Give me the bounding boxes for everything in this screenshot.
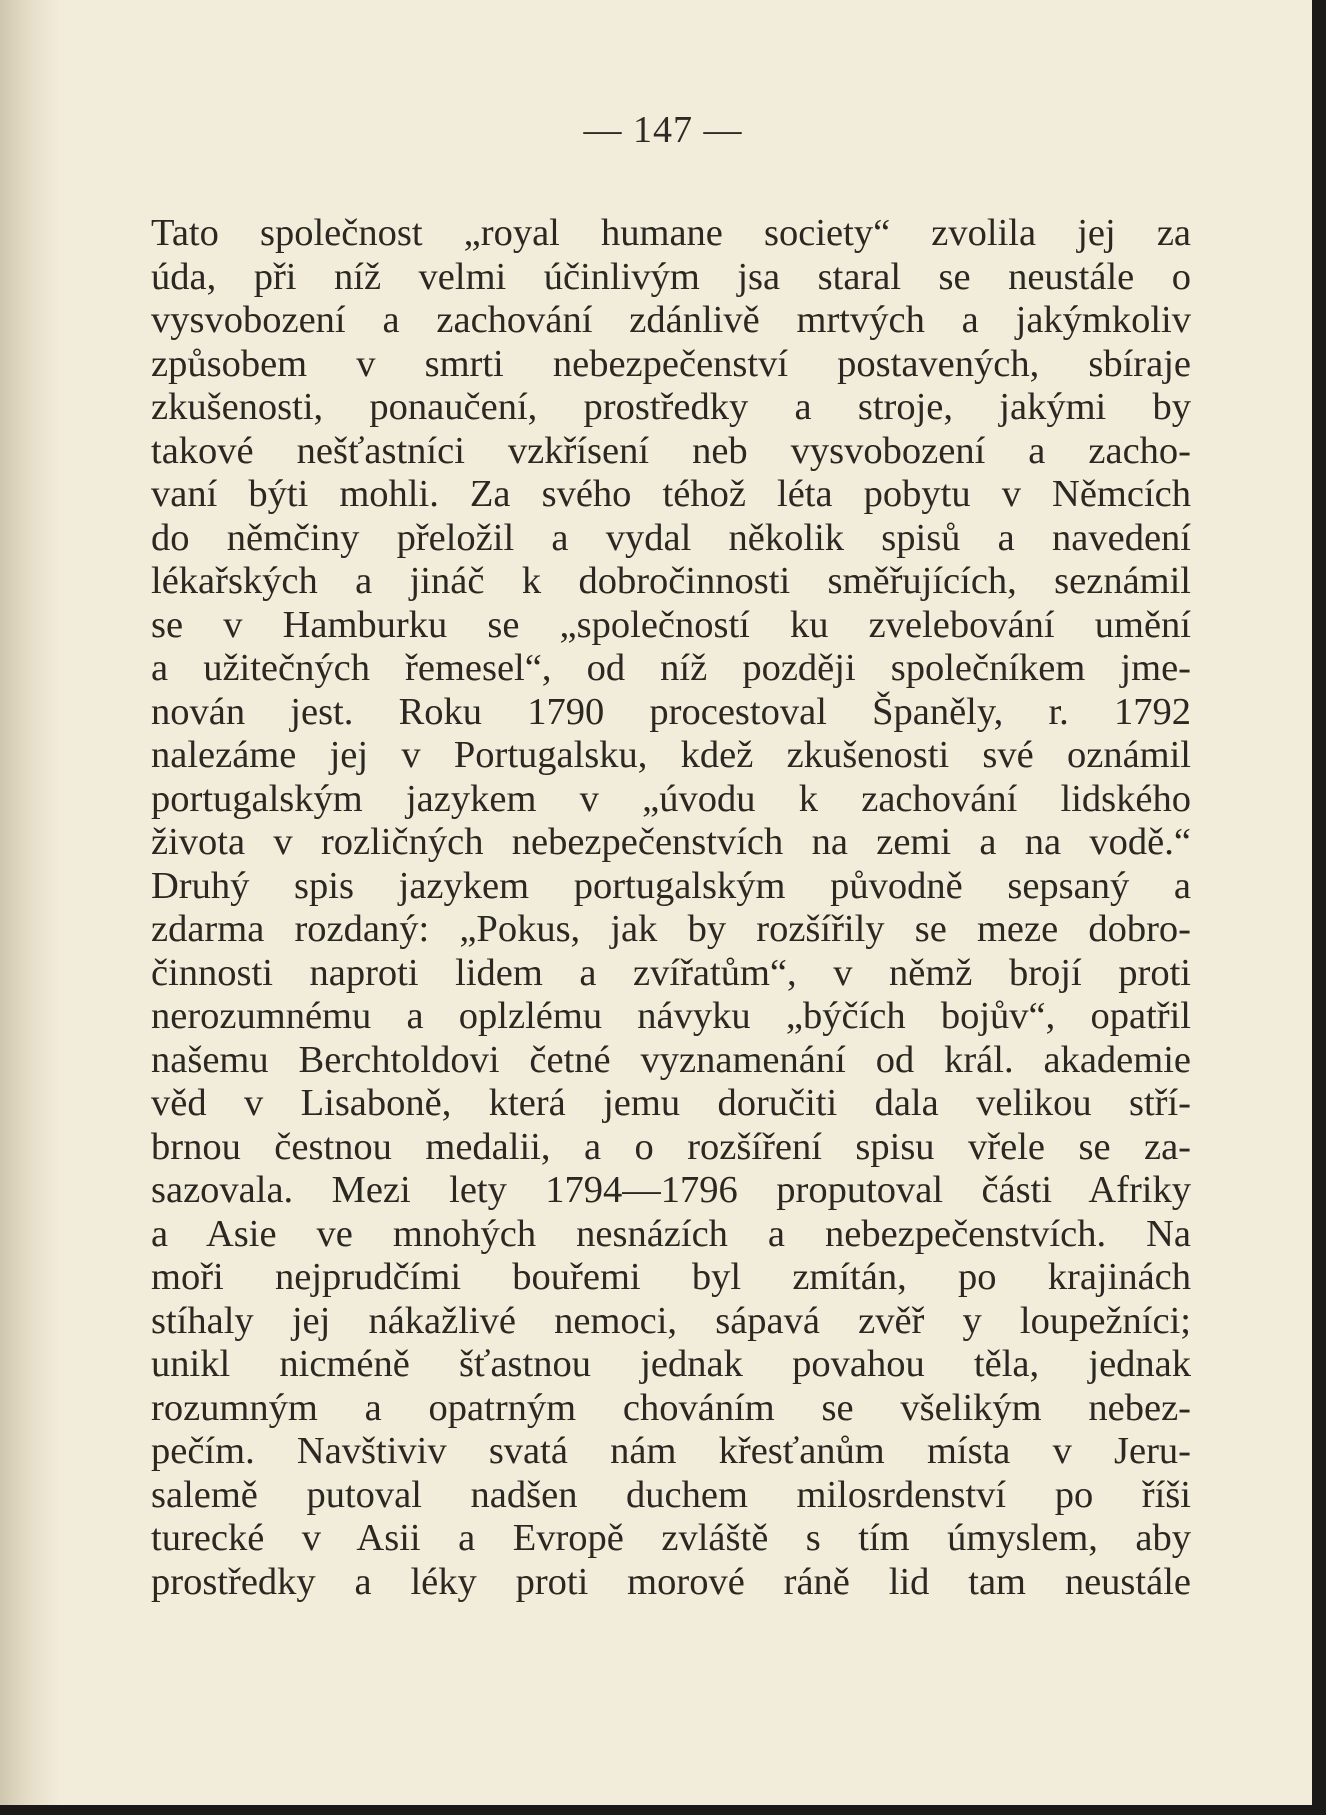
text-line: a Asie ve mnohých nesnázích a nebezpečenstvích. Na bbox=[151, 1212, 1191, 1255]
text-line: salemě putoval nadšen duchem milosrdenství po říši bbox=[151, 1473, 1191, 1516]
text-line: našemu Berchtoldovi četné vyznamenání od král. akademie bbox=[151, 1038, 1191, 1081]
text-line: turecké v Asii a Evropě zvláště s tím úmyslem, aby bbox=[151, 1517, 1191, 1559]
text-line: věd v Lisaboně, která jemu doručiti dala velikou stří- bbox=[151, 1082, 1191, 1124]
text-line: unikl nicméně šťastnou jednak povahou těla, jednak bbox=[151, 1343, 1191, 1385]
text-line: portugalským jazykem v „úvodu k zachování lidského bbox=[151, 777, 1191, 820]
text-line: sazovala. Mezi lety 1794—1796 proputoval části Afriky bbox=[151, 1169, 1191, 1211]
text-line: a užitečných řemesel“, od níž později společníkem jme- bbox=[151, 647, 1191, 689]
text-line: brnou čestnou medalii, a o rozšíření spisu vřele se za- bbox=[151, 1125, 1191, 1168]
text-line: pečím. Navštiviv svatá nám křesťanům místa v Jeru- bbox=[151, 1430, 1191, 1472]
text-line: zdarma rozdaný: „Pokus, jak by rozšířily se meze dobro- bbox=[151, 908, 1191, 950]
text-line: se v Hamburku se „společností ku zvelebování umění bbox=[151, 603, 1191, 646]
scan-right-edge bbox=[1312, 0, 1326, 1815]
text-line: činnosti naproti lidem a zvířatům“, v němž brojí proti bbox=[151, 951, 1191, 994]
text-line: nalezáme jej v Portugalsku, kdež zkušenosti své oznámil bbox=[151, 734, 1191, 776]
text-line: zkušenosti, ponaučení, prostředky a stroje, jakými by bbox=[151, 386, 1191, 428]
text-line: vaní býti mohli. Za svého téhož léta pobytu v Němcích bbox=[151, 473, 1191, 515]
text-line: stíhaly jej nákažlivé nemoci, sápavá zvěř y loupežníci; bbox=[151, 1299, 1191, 1342]
text-line: nován jest. Roku 1790 procestoval Španěly, r. 1792 bbox=[151, 690, 1191, 733]
text-line: života v rozličných nebezpečenstvích na zemi a na vodě.“ bbox=[151, 821, 1191, 863]
body-text bbox=[151, 212, 1191, 1604]
text-line: lékařských a jináč k dobročinnosti směřujících, seznámil bbox=[151, 560, 1191, 602]
text-line: takové nešťastníci vzkřísení neb vysvobození a zacho- bbox=[151, 429, 1191, 472]
text-line: nerozumnému a oplzlému návyku „býčích bojův“, opatřil bbox=[151, 995, 1191, 1037]
text-line: způsobem v smrti nebezpečenství postavených, sbíraje bbox=[151, 342, 1191, 385]
page-number: — 147 — bbox=[583, 109, 743, 151]
text-line: prostředky a léky proti morové ráně lid tam neustále bbox=[151, 1560, 1191, 1603]
text-line: vysvobození a zachování zdánlivě mrtvých a jakýmkoliv bbox=[151, 299, 1191, 341]
text-line: Druhý spis jazykem portugalským původně sepsaný a bbox=[151, 864, 1191, 907]
text-line: rozumným a opatrným chováním se všelikým nebez- bbox=[151, 1386, 1191, 1429]
page-gutter-shadow bbox=[0, 0, 60, 1815]
text-line: do němčiny přeložil a vydal několik spisů a navedení bbox=[151, 516, 1191, 559]
text-line: úda, při níž velmi účinlivým jsa staral se neustále o bbox=[151, 255, 1191, 298]
scan-bottom-edge bbox=[0, 1805, 1326, 1815]
text-line: Tato společnost „royal humane society“ zvolila jej za bbox=[151, 212, 1191, 254]
text-line: moři nejprudčími bouřemi byl zmítán, po krajinách bbox=[151, 1256, 1191, 1298]
